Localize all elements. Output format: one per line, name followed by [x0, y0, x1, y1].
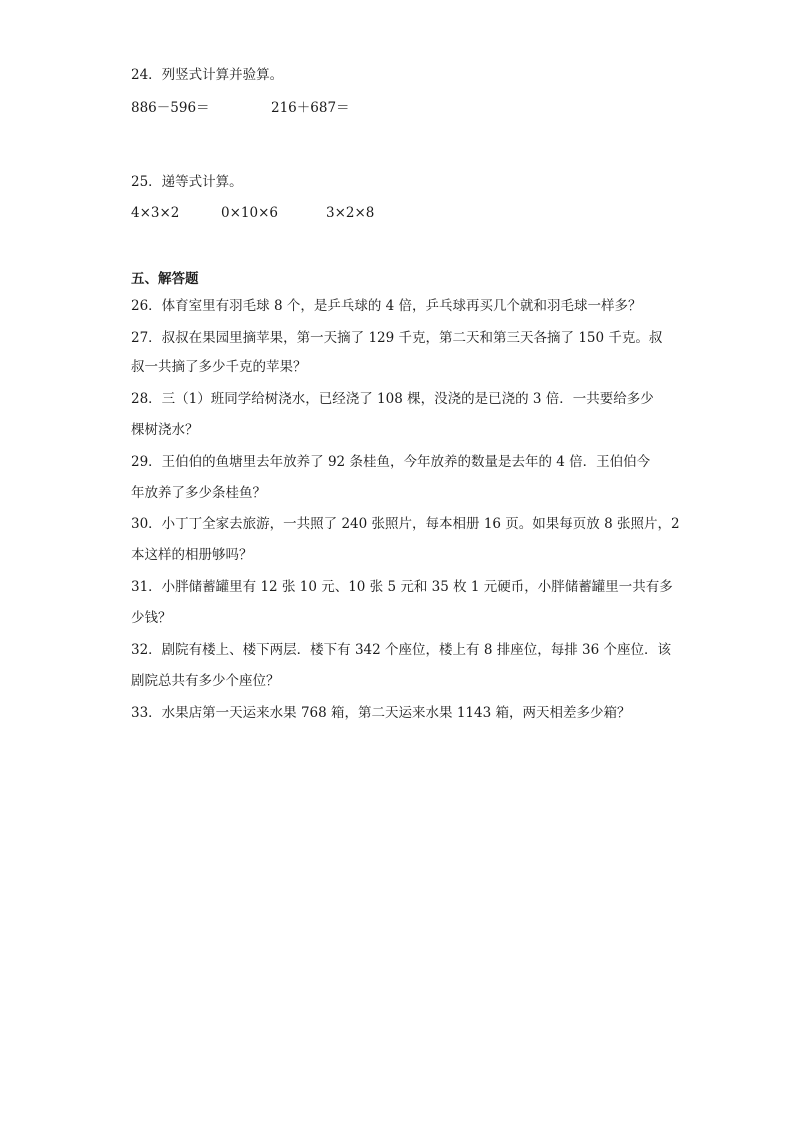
q25-expression-1: 4×3×2 [131, 205, 180, 221]
q24-expression-1: 886－596＝ [131, 100, 210, 116]
q30-line-1: 30．小丁丁全家去旅游，一共照了 240 张照片，每本相册 16 页。如果每页放 8 张照片，2 [131, 516, 680, 532]
q29-line-1: 29．王伯伯的鱼塘里去年放养了 92 条桂鱼，今年放养的数量是去年的 4 倍．王伯伯今 [131, 454, 651, 470]
q28-line-1: 28．三（1）班同学给树浇水，已经浇了 108 棵，没浇的是已浇的 3 倍．一共要给多少 [131, 391, 654, 407]
q26-line-1: 26．体育室里有羽毛球 8 个，是乒乓球的 4 倍，乒乓球再买几个就和羽毛球一样多？ [131, 298, 642, 314]
q27-line-1: 27．叔叔在果园里摘苹果，第一天摘了 129 千克，第二天和第三天各摘了 150 千克。叔 [131, 330, 663, 346]
q31-line-1: 31．小胖储蓄罐里有 12 张 10 元、10 张 5 元和 35 枚 1 元硬币，小胖储蓄罐里一共有多 [131, 579, 673, 595]
q33-line-1: 33．水果店第一天运来水果 768 箱，第二天运来水果 1143 箱，两天相差多少箱？ [131, 705, 631, 721]
q25-title: 25．递等式计算。 [131, 174, 243, 190]
q32-line-1: 32．剧院有楼上、楼下两层．楼下有 342 个座位，楼上有 8 排座位，每排 36 个座位．该 [131, 642, 671, 658]
q31-line-2: 少钱？ [131, 610, 172, 626]
q28-line-2: 棵树浇水？ [131, 422, 199, 438]
q32-line-2: 剧院总共有多少个座位？ [131, 673, 280, 689]
q29-line-2: 年放养了多少条桂鱼？ [131, 485, 266, 501]
q25-expression-2: 0×10×6 [221, 205, 278, 221]
q24-title: 24．列竖式计算并验算。 [131, 67, 284, 83]
q27-line-2: 叔一共摘了多少千克的苹果？ [131, 359, 307, 375]
q30-line-2: 本这样的相册够吗？ [131, 547, 253, 563]
section-heading: 五、解答题 [131, 271, 199, 287]
q24-expression-2: 216＋687＝ [271, 100, 350, 116]
q25-expression-3: 3×2×8 [326, 205, 375, 221]
